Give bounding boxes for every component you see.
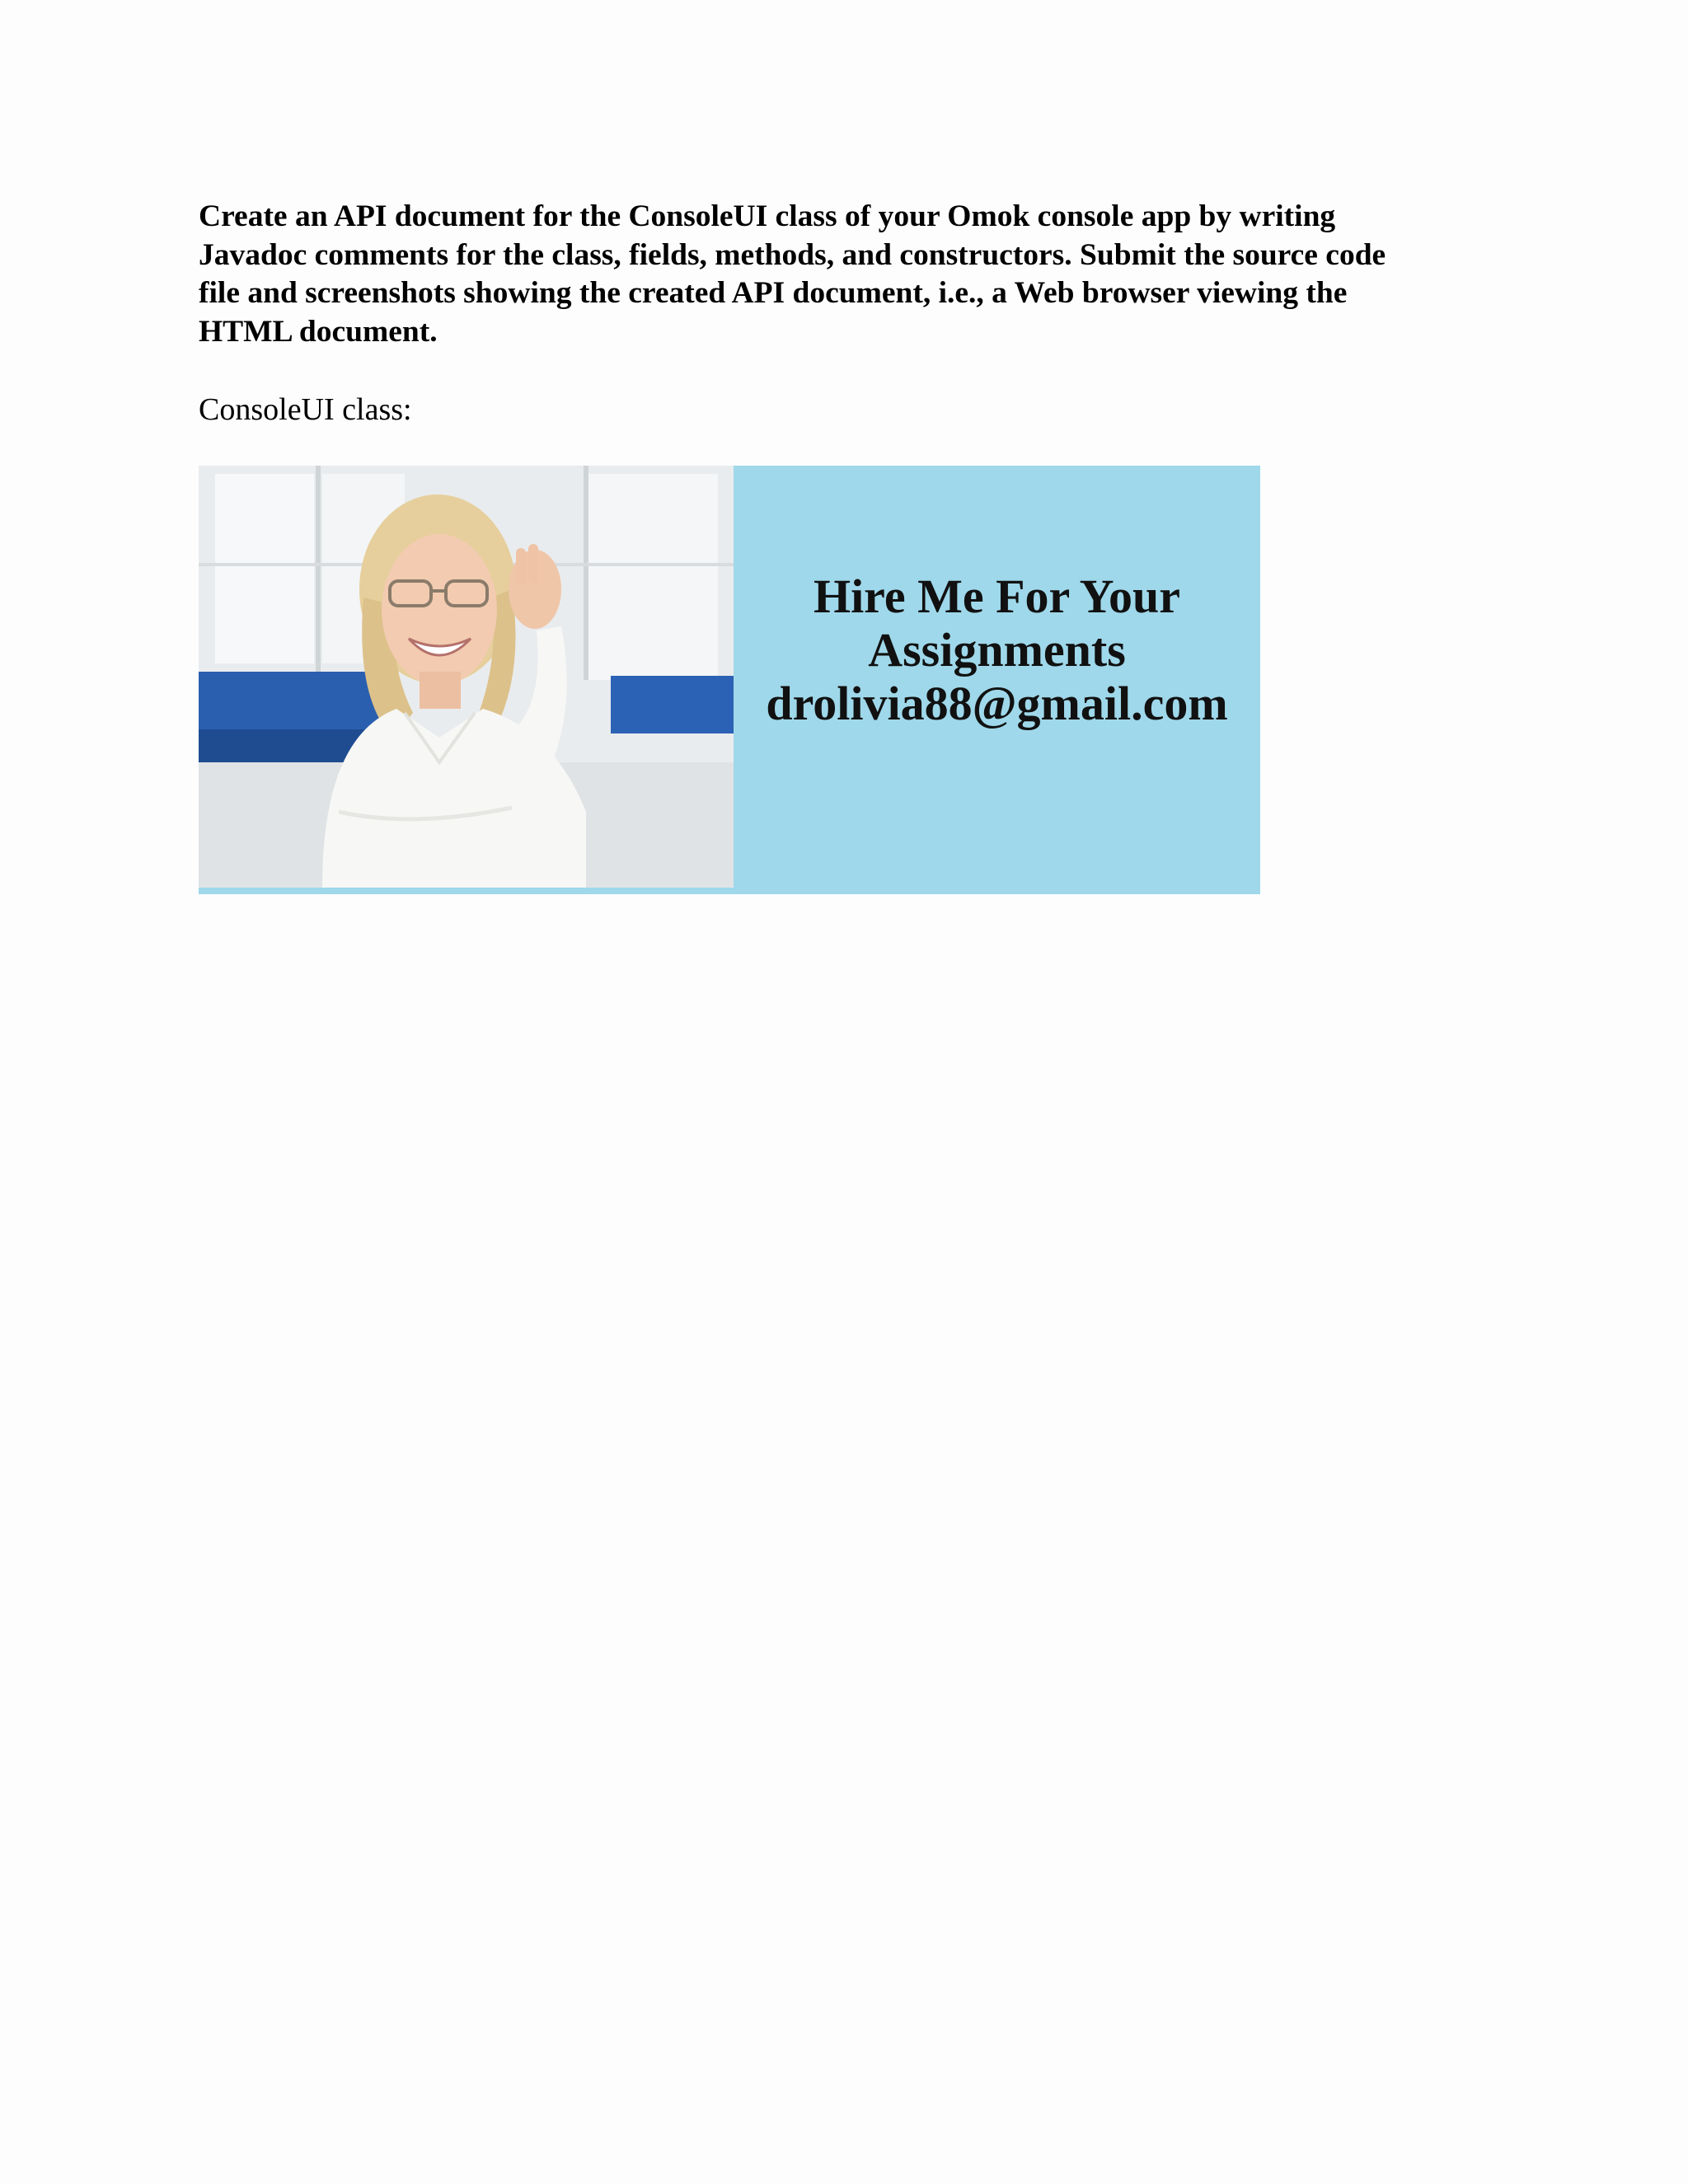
assignment-instructions: [199, 198, 1517, 351]
advertisement-banner: [199, 466, 1260, 894]
instructions-line-1: Create an API document for the ConsoleUI class of your Omok console app by writing: [199, 199, 1336, 233]
instructions-line-2: Javadoc comments for the class, fields, methods, and constructors. Submit the source code: [199, 237, 1386, 272]
banner-headline: Hire Me For Your: [813, 569, 1181, 623]
instructions-line-3: file and screenshots showing the created API document, i.e., a Web browser viewing the: [199, 276, 1348, 310]
banner-photo: [199, 466, 734, 888]
banner-bottom-strip: [199, 888, 734, 894]
section-label: ConsoleUI class:: [199, 392, 412, 427]
banner-email: drolivia88@gmail.com: [766, 677, 1228, 730]
instructions-line-4: HTML document.: [199, 314, 438, 349]
banner-subheadline: Assignments: [868, 623, 1126, 677]
person-photo-illustration: [199, 466, 734, 888]
banner-text-panel: [734, 466, 1260, 894]
